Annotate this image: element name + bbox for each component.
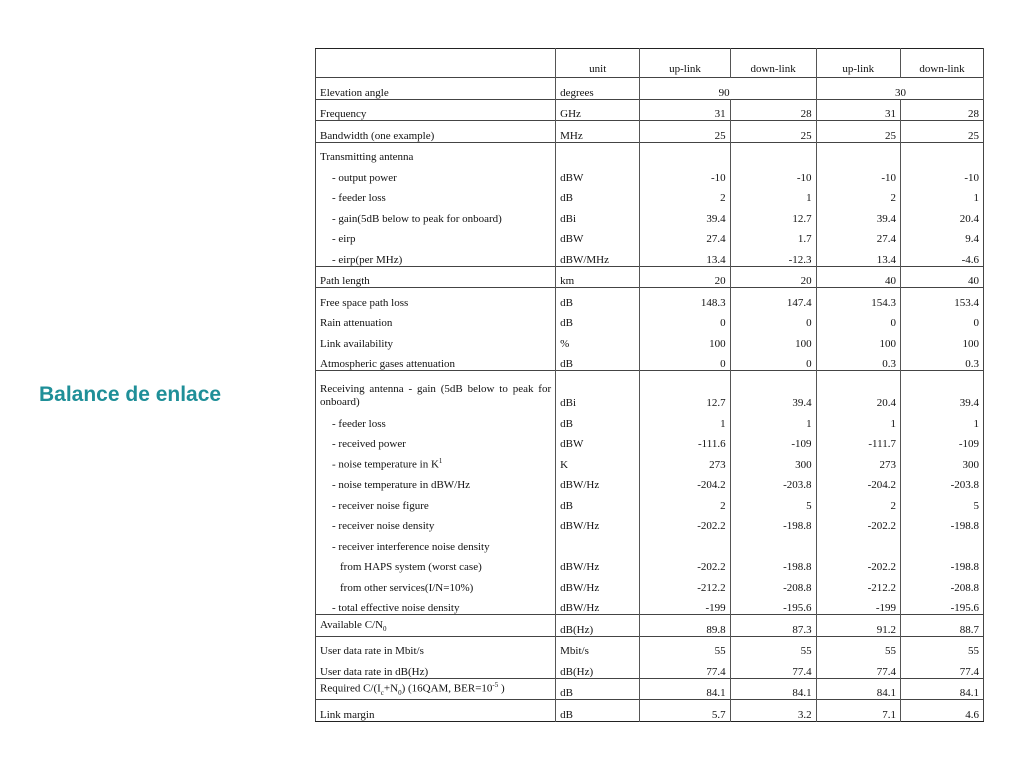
row-label: - eirp — [316, 225, 556, 246]
row-label: Required $C/(I_c+N_0)$ (16QAM, $BER=10^{-5}$ ) — [316, 678, 556, 700]
row-label: - noise temperature in $K^1$ — [316, 450, 556, 471]
row-label: - feeder loss — [316, 409, 556, 430]
table-row — [316, 636, 984, 657]
row-value: 88.7 — [900, 615, 983, 637]
row-value: -10 — [730, 163, 816, 184]
row-label: Receiving antenna - gain (5dB below to peak for onboard) — [316, 371, 556, 410]
table-row — [316, 430, 984, 451]
row-value: 0 — [730, 350, 816, 371]
row-label: Link availability — [316, 329, 556, 350]
row-value: 5 — [973, 499, 979, 512]
row-unit: dB — [556, 288, 640, 309]
row-value: -198.8 — [730, 553, 816, 574]
row-unit: Mbit/s — [556, 636, 640, 657]
row-unit: dB — [556, 184, 640, 205]
row-label: - receiver interference noise density — [316, 532, 556, 553]
row-value: 20 — [730, 266, 816, 288]
row-label: - eirp(per MHz) — [316, 245, 556, 266]
row-value: 154.3 — [816, 288, 900, 309]
row-value: 0 — [730, 309, 816, 330]
row-value: 91.2 — [816, 615, 900, 637]
row-value — [730, 532, 816, 553]
row-value — [640, 142, 730, 163]
row-label: - noise temperature in dBW/Hz — [316, 471, 556, 492]
table-row — [316, 309, 984, 330]
row-label: - total effective noise density — [316, 594, 556, 615]
row-unit: dBW/MHz — [556, 245, 640, 266]
row-unit: dBW/Hz — [556, 553, 640, 574]
row-value — [900, 142, 983, 163]
row-value: -10 — [964, 171, 979, 184]
row-value: 31 — [640, 99, 730, 121]
row-value: -199 — [816, 594, 900, 615]
row-unit: % — [556, 329, 640, 350]
table-row — [316, 371, 984, 410]
row-value: 55 — [900, 636, 983, 657]
slide-title: Balance de enlace — [39, 383, 222, 406]
row-value: -203.8 — [950, 479, 979, 491]
row-value: 300 — [730, 450, 816, 471]
row-value: 147.4 — [730, 288, 816, 309]
table-row — [316, 163, 984, 184]
elevation-value-b: 30 — [816, 78, 983, 100]
row-value: 5.7 — [640, 700, 730, 722]
row-value — [730, 142, 816, 163]
row-label: from other services(I/N=10%) — [316, 573, 556, 594]
row-value: -199 — [640, 594, 730, 615]
row-value: 84.1 — [730, 678, 816, 700]
elevation-value-a: 90 — [640, 78, 816, 100]
row-value: 3.2 — [730, 700, 816, 722]
row-label: - received power — [316, 430, 556, 451]
row-value: 13.4 — [816, 245, 900, 266]
table-row — [316, 142, 984, 163]
row-value — [640, 532, 730, 553]
row-value: 84.1 — [640, 678, 730, 700]
row-value: 84.1 — [816, 678, 900, 700]
row-value: 0 — [973, 317, 979, 329]
table-row-elevation — [316, 78, 984, 100]
row-value: 27.4 — [640, 225, 730, 246]
header-cell-unit: unit — [556, 49, 640, 78]
row-value: 2 — [640, 491, 730, 512]
row-label: Rain attenuation — [316, 309, 556, 330]
row-value: -198.8 — [950, 561, 979, 573]
table-row — [316, 657, 984, 678]
row-value: 77.4 — [640, 657, 730, 678]
row-value: 55 — [816, 636, 900, 657]
table-header-row — [316, 49, 984, 78]
row-value: 7.1 — [816, 700, 900, 722]
row-value: 100 — [962, 337, 979, 350]
row-label: - receiver noise density — [316, 512, 556, 533]
row-value: 0 — [816, 309, 900, 330]
link-budget-table — [315, 48, 984, 722]
row-value: 5 — [730, 491, 816, 512]
row-value: 4.6 — [900, 700, 983, 722]
row-unit — [556, 532, 640, 553]
table-row — [316, 594, 984, 615]
row-value: -202.2 — [816, 512, 900, 533]
row-value: 28 — [900, 99, 983, 121]
row-unit: dBW — [556, 163, 640, 184]
row-value: -109 — [730, 430, 816, 451]
row-unit: dB — [556, 309, 640, 330]
row-unit: dBW/Hz — [556, 512, 640, 533]
row-value: 40 — [816, 266, 900, 288]
row-value: -202.2 — [640, 512, 730, 533]
row-label: Transmitting antenna — [316, 142, 556, 163]
row-value: 0 — [640, 350, 730, 371]
row-value: 87.3 — [730, 615, 816, 637]
table-row — [316, 99, 984, 121]
row-label: Elevation angle — [316, 78, 556, 100]
row-value — [900, 532, 983, 553]
row-unit: K — [556, 450, 640, 471]
row-value: 100 — [816, 329, 900, 350]
row-unit: dB — [556, 491, 640, 512]
header-cell-uplink-30: up-link — [816, 49, 900, 78]
row-value: -212.2 — [816, 573, 900, 594]
row-label: Free space path loss — [316, 288, 556, 309]
row-unit: dB(Hz) — [556, 615, 640, 637]
table-row — [316, 245, 984, 266]
row-value: 12.7 — [640, 371, 730, 410]
row-value: 39.4 — [640, 204, 730, 225]
row-value: 25 — [900, 121, 983, 143]
row-value: 20.4 — [816, 371, 900, 410]
table-row — [316, 121, 984, 143]
table-row — [316, 491, 984, 512]
table-row — [316, 700, 984, 722]
row-label: from HAPS system (worst case) — [316, 553, 556, 574]
row-value: 39.4 — [900, 371, 983, 410]
row-value: 1 — [640, 409, 730, 430]
row-value: 28 — [730, 99, 816, 121]
row-unit: dBW/Hz — [556, 573, 640, 594]
row-value: 39.4 — [730, 371, 816, 410]
row-unit: dBW/Hz — [556, 594, 640, 615]
row-unit: dB — [556, 409, 640, 430]
row-unit — [556, 142, 640, 163]
row-value: -10 — [816, 163, 900, 184]
row-value: 55 — [730, 636, 816, 657]
table-row — [316, 225, 984, 246]
row-value: -208.8 — [730, 573, 816, 594]
row-value: 25 — [730, 121, 816, 143]
row-value: -204.2 — [816, 471, 900, 492]
row-label: Bandwidth (one example) — [316, 121, 556, 143]
row-unit: dBW — [556, 430, 640, 451]
row-unit: dBi — [556, 371, 640, 410]
row-label: Path length — [316, 266, 556, 288]
row-value: 20.4 — [959, 212, 979, 225]
row-value: 1 — [730, 409, 816, 430]
row-value: 25 — [640, 121, 730, 143]
row-value: 13.4 — [640, 245, 730, 266]
row-unit: degrees — [556, 78, 640, 100]
table-row — [316, 329, 984, 350]
row-value: 1 — [973, 417, 979, 430]
table-row — [316, 532, 984, 553]
row-unit: dBW/Hz — [556, 471, 640, 492]
row-value: 9.4 — [965, 233, 979, 245]
row-value: 0.3 — [965, 358, 979, 370]
row-label: Frequency — [316, 99, 556, 121]
row-value: -212.2 — [640, 573, 730, 594]
row-value: 0 — [640, 309, 730, 330]
row-value: -198.8 — [950, 520, 979, 532]
row-label: Link margin — [316, 700, 556, 722]
header-cell-downlink-30: down-link — [919, 63, 965, 75]
row-value: -203.8 — [730, 471, 816, 492]
row-value: -208.8 — [950, 581, 979, 594]
row-value: -4.6 — [961, 253, 979, 266]
table-row — [316, 553, 984, 574]
row-value: 100 — [730, 329, 816, 350]
row-label: - receiver noise figure — [316, 491, 556, 512]
header-cell — [316, 49, 556, 78]
row-unit: km — [556, 266, 640, 288]
row-value: 31 — [816, 99, 900, 121]
table-row — [316, 350, 984, 371]
table-row — [316, 184, 984, 205]
table-row — [316, 409, 984, 430]
row-value: 2 — [640, 184, 730, 205]
row-value: 84.1 — [900, 678, 983, 700]
table-row — [316, 471, 984, 492]
table-row — [316, 678, 984, 700]
row-value: -195.6 — [730, 594, 816, 615]
row-value — [816, 142, 900, 163]
row-value: 39.4 — [816, 204, 900, 225]
row-value: 148.3 — [640, 288, 730, 309]
row-value: 1 — [816, 409, 900, 430]
row-unit: dB — [556, 350, 640, 371]
row-value: -12.3 — [730, 245, 816, 266]
row-label: - gain(5dB below to peak for onboard) — [316, 204, 556, 225]
row-unit: dB — [556, 678, 640, 700]
row-value: 1.7 — [730, 225, 816, 246]
row-value: 153.4 — [900, 288, 983, 309]
row-value: 300 — [962, 458, 979, 471]
row-unit: GHz — [556, 99, 640, 121]
row-value: 2 — [816, 491, 900, 512]
row-value: 100 — [640, 329, 730, 350]
row-value: -202.2 — [640, 553, 730, 574]
row-value: -202.2 — [816, 553, 900, 574]
row-unit: dB — [556, 700, 640, 722]
row-value: -111.6 — [640, 430, 730, 451]
header-cell-downlink-90: down-link — [730, 49, 816, 78]
row-value: -204.2 — [640, 471, 730, 492]
row-value: 40 — [900, 266, 983, 288]
row-label: Available $C/N_0$ — [316, 615, 556, 637]
table-row — [316, 450, 984, 471]
table-row — [316, 266, 984, 288]
row-value: 77.4 — [959, 665, 979, 678]
row-value: -10 — [640, 163, 730, 184]
table-row — [316, 615, 984, 637]
row-value: 273 — [816, 450, 900, 471]
row-value: 27.4 — [816, 225, 900, 246]
row-unit: dBi — [556, 204, 640, 225]
table-row — [316, 288, 984, 309]
table-row — [316, 512, 984, 533]
row-label: User data rate in Mbit/s — [316, 636, 556, 657]
row-value: 0.3 — [816, 350, 900, 371]
table-row — [316, 204, 984, 225]
row-value: 12.7 — [730, 204, 816, 225]
row-value: -195.6 — [950, 602, 979, 614]
row-value: 77.4 — [730, 657, 816, 678]
row-value: 2 — [816, 184, 900, 205]
row-label: - feeder loss — [316, 184, 556, 205]
row-label: User data rate in dB(Hz) — [316, 657, 556, 678]
table-row — [316, 573, 984, 594]
row-value: -111.7 — [816, 430, 900, 451]
row-value: 1 — [730, 184, 816, 205]
row-value: 1 — [973, 192, 979, 204]
row-value: 273 — [640, 450, 730, 471]
row-unit: MHz — [556, 121, 640, 143]
row-value — [816, 532, 900, 553]
row-label: - output power — [316, 163, 556, 184]
row-value: 77.4 — [816, 657, 900, 678]
row-value: -198.8 — [730, 512, 816, 533]
row-value: -109 — [958, 438, 979, 450]
row-unit: dB(Hz) — [556, 657, 640, 678]
row-value: 25 — [816, 121, 900, 143]
header-cell-uplink-90: up-link — [640, 49, 730, 78]
row-value: 89.8 — [640, 615, 730, 637]
row-unit: dBW — [556, 225, 640, 246]
row-label: Atmospheric gases attenuation — [316, 350, 556, 371]
row-value: 55 — [640, 636, 730, 657]
row-value: 20 — [640, 266, 730, 288]
